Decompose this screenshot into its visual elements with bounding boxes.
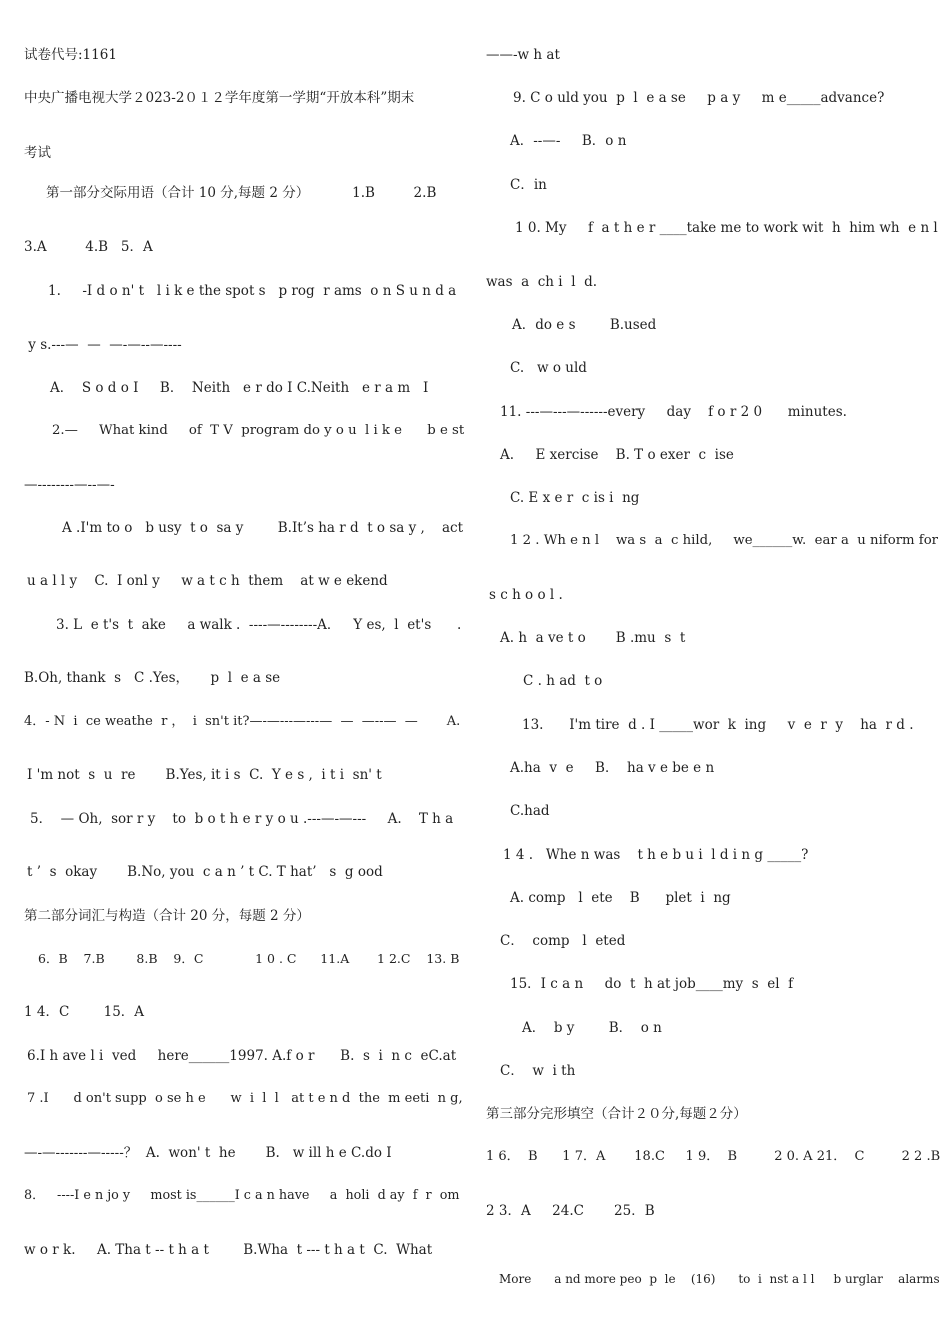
text-line: A． S o d o I B． Neith e r do I C.Neith e r a m I — [50, 380, 429, 396]
text-line: 5． — Oh, sor r y to b o t h e r y o u .---—-—--- A. T h a — [30, 811, 454, 827]
text-line: 8． ----I e n jo y most is______I c a n have a holi d ay f r om — [24, 1188, 460, 1203]
text-line: 1 0. My f a t h e r ____take me to work wit h him wh e n l — [515, 220, 938, 236]
text-line: A .I'm to o b usy t o sa y B.It’s ha r d t o sa y , act — [62, 520, 464, 536]
text-line: 第一部分交际用语（合计 10 分,每题 2 分） 1.B 2.B — [46, 185, 437, 201]
text-line: ——-w h at — [486, 47, 560, 63]
text-line: u a l l y C. I onl y w a t c h them at w e ekend — [27, 573, 388, 589]
text-line: 9. C o uld you p l e a se p a y m e_____advance? — [513, 90, 885, 106]
text-line: C．in — [510, 177, 547, 193]
text-line: 3.A 4.B 5．A — [24, 239, 153, 255]
text-line: 15．I c a n do t h at job____my s el f — [510, 976, 794, 992]
text-line: C. w o uld — [510, 360, 587, 376]
text-line: 1. -I d o n' t l i k e the spot s p rog r ams o n S u n d a — [48, 283, 457, 299]
text-line: 试卷代号:1161 — [24, 47, 117, 63]
text-line: 1 4．C 15．A — [24, 1004, 145, 1020]
text-line: s c h o o l . — [489, 587, 563, 603]
text-line: I 'm not s u re B.Yes, it i s C. Y e s , i t i sn' t — [27, 767, 382, 783]
text-line: More a nd more peo p le (16) to i nst a l l b urglar alarms — [499, 1272, 940, 1286]
text-line: C． comp l eted — [500, 933, 626, 949]
text-line: 3. L e t's t ake a walk . ----—--------A． Y es, l et's . — [56, 617, 462, 633]
text-line: B.Oh, thank s C .Yes， p l e a se — [24, 670, 281, 686]
text-line: w o r k. A. Tha t -- t h a t B.Wha t --- t h a t C. What — [24, 1242, 433, 1258]
text-line: A.ha v e B． ha v e be e n — [510, 760, 715, 776]
text-line: 2.— What kind of T V program do y o u l i k e b e st — [52, 423, 465, 438]
text-line: 13. I'm tire d . I _____wor k ing v e r y ha r d . — [522, 717, 914, 733]
text-line: C . h ad t o — [523, 673, 603, 689]
text-line: 中央广播电视大学２023-2０１２学年度第一学期“开放本科”期末 — [24, 90, 415, 106]
text-line: C. E x e r c is i ng — [510, 490, 640, 506]
text-line: 1 2 . Wh e n l wa s a c hild, we______w. ear a u niform for — [510, 533, 939, 548]
text-line: 2 3．A 24.C 25．B — [486, 1203, 655, 1219]
text-line: 6．B 7.B 8.B 9．C 1 0 . C 11.A 1 2.C 13. B — [38, 951, 460, 966]
text-line: was a ch i l d. — [486, 274, 598, 290]
text-line: A. comp l ete B plet i ng — [510, 890, 731, 906]
text-line: 考试 — [24, 145, 51, 161]
text-line: y s.---— — —-—--—---- — [24, 337, 182, 353]
text-line: A． b y B． o n — [522, 1020, 662, 1036]
text-line: 第三部分完形填空（合计２０分,每题２分） — [486, 1106, 747, 1122]
text-line: A. E xercise B. T o exer c ise — [500, 447, 734, 463]
text-line: 7 .I d on't supp o se h e w i l l at t e n d the m eeti n g, — [27, 1091, 463, 1106]
text-line: t ’ s okay B.No, you c a n ’ t C. T hat’ s g ood — [27, 864, 383, 880]
text-line: 11. ---—---—------every day f o r 2 0 minutes. — [500, 404, 847, 420]
text-line: 6.I h ave l i ved here______1997. A.f o r B. s i n c eC.at — [27, 1048, 457, 1064]
text-line: A．--—- B．o n — [510, 133, 627, 149]
text-line: C.had — [510, 803, 550, 819]
text-line: C． w i th — [500, 1063, 576, 1079]
text-line: A. h a ve t o B .mu s t — [500, 630, 686, 646]
text-line: 1 4 . Whe n was t h e b u i l d i n g _____? — [503, 847, 809, 863]
text-line: 第二部分词汇与构造（合计 20 分，每题 2 分） — [24, 908, 310, 924]
text-line: A．do e s B.used — [512, 317, 657, 333]
text-line: 4．- N i ce weathe r ， i sn't it?—-—---—---— — —--— — A. — [24, 714, 461, 729]
text-line: —-—-------—-----？ A. won' t he B. w ill h e C.do I — [24, 1145, 392, 1161]
text-line: 1 6． B 1 7．A 18.C 1 9． B 2 0. A 21． C 2 2 .B — [486, 1149, 941, 1164]
text-line: —--------—--—- — [24, 477, 115, 493]
